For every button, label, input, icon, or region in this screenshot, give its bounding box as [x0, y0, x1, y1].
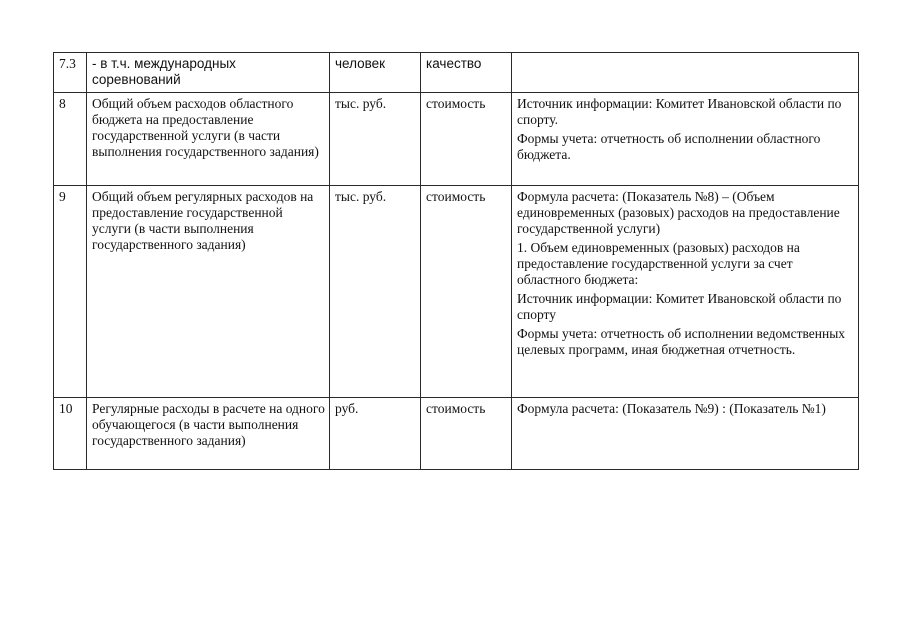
type-cell: качество	[421, 53, 512, 93]
row-number: 7.3	[54, 53, 87, 93]
source-cell	[512, 186, 859, 398]
row-number: 8	[54, 93, 87, 186]
source-paragraph: Источник информации: Комитет Ивановской области по спорту.	[517, 96, 842, 127]
source-paragraph: Формы учета: отчетность об исполнении ведомственных целевых программ, иная бюджетная отчетность.	[517, 326, 846, 357]
indicators-table	[53, 52, 859, 470]
source-cell	[512, 53, 859, 93]
indicator-name: Регулярные расходы в расчете на одного обучающегося (в части выполнения государственного задания)	[87, 398, 330, 470]
indicator-name: Общий объем регулярных расходов на предоставление государственной услуги (в части выполнения государственного задания)	[87, 186, 330, 398]
type-cell: стоимость	[421, 398, 512, 470]
indicator-name: Общий объем расходов областного бюджета на предоставление государственной услуги (в части выполнения государственного задания)	[87, 93, 330, 186]
table-row	[54, 93, 859, 186]
unit-cell: тыс. руб.	[330, 93, 421, 186]
unit-cell: человек	[330, 53, 421, 93]
source-paragraph: Формула расчета: (Показатель №9) : (Показатель №1)	[517, 401, 826, 416]
source-paragraph: Формула расчета: (Показатель №8) – (Объем единовременных (разовых) расходов на предоставление государственной услуги)	[517, 189, 840, 236]
source-paragraph: Формы учета: отчетность об исполнении областного бюджета.	[517, 131, 821, 162]
type-cell: стоимость	[421, 93, 512, 186]
source-paragraph: Источник информации: Комитет Ивановской области по спорту	[517, 291, 842, 322]
indicator-name: - в т.ч. международных соревнований	[87, 53, 330, 93]
source-cell	[512, 93, 859, 186]
row-number: 9	[54, 186, 87, 398]
row-number: 10	[54, 398, 87, 470]
table-row	[54, 398, 859, 470]
source-paragraph: 1. Объем единовременных (разовых) расходов на предоставление государственной услуги за счет областного бюджета:	[517, 240, 800, 287]
table-row	[54, 186, 859, 398]
unit-cell: руб.	[330, 398, 421, 470]
table-row	[54, 53, 859, 93]
source-cell	[512, 398, 859, 470]
type-cell: стоимость	[421, 186, 512, 398]
unit-cell: тыс. руб.	[330, 186, 421, 398]
